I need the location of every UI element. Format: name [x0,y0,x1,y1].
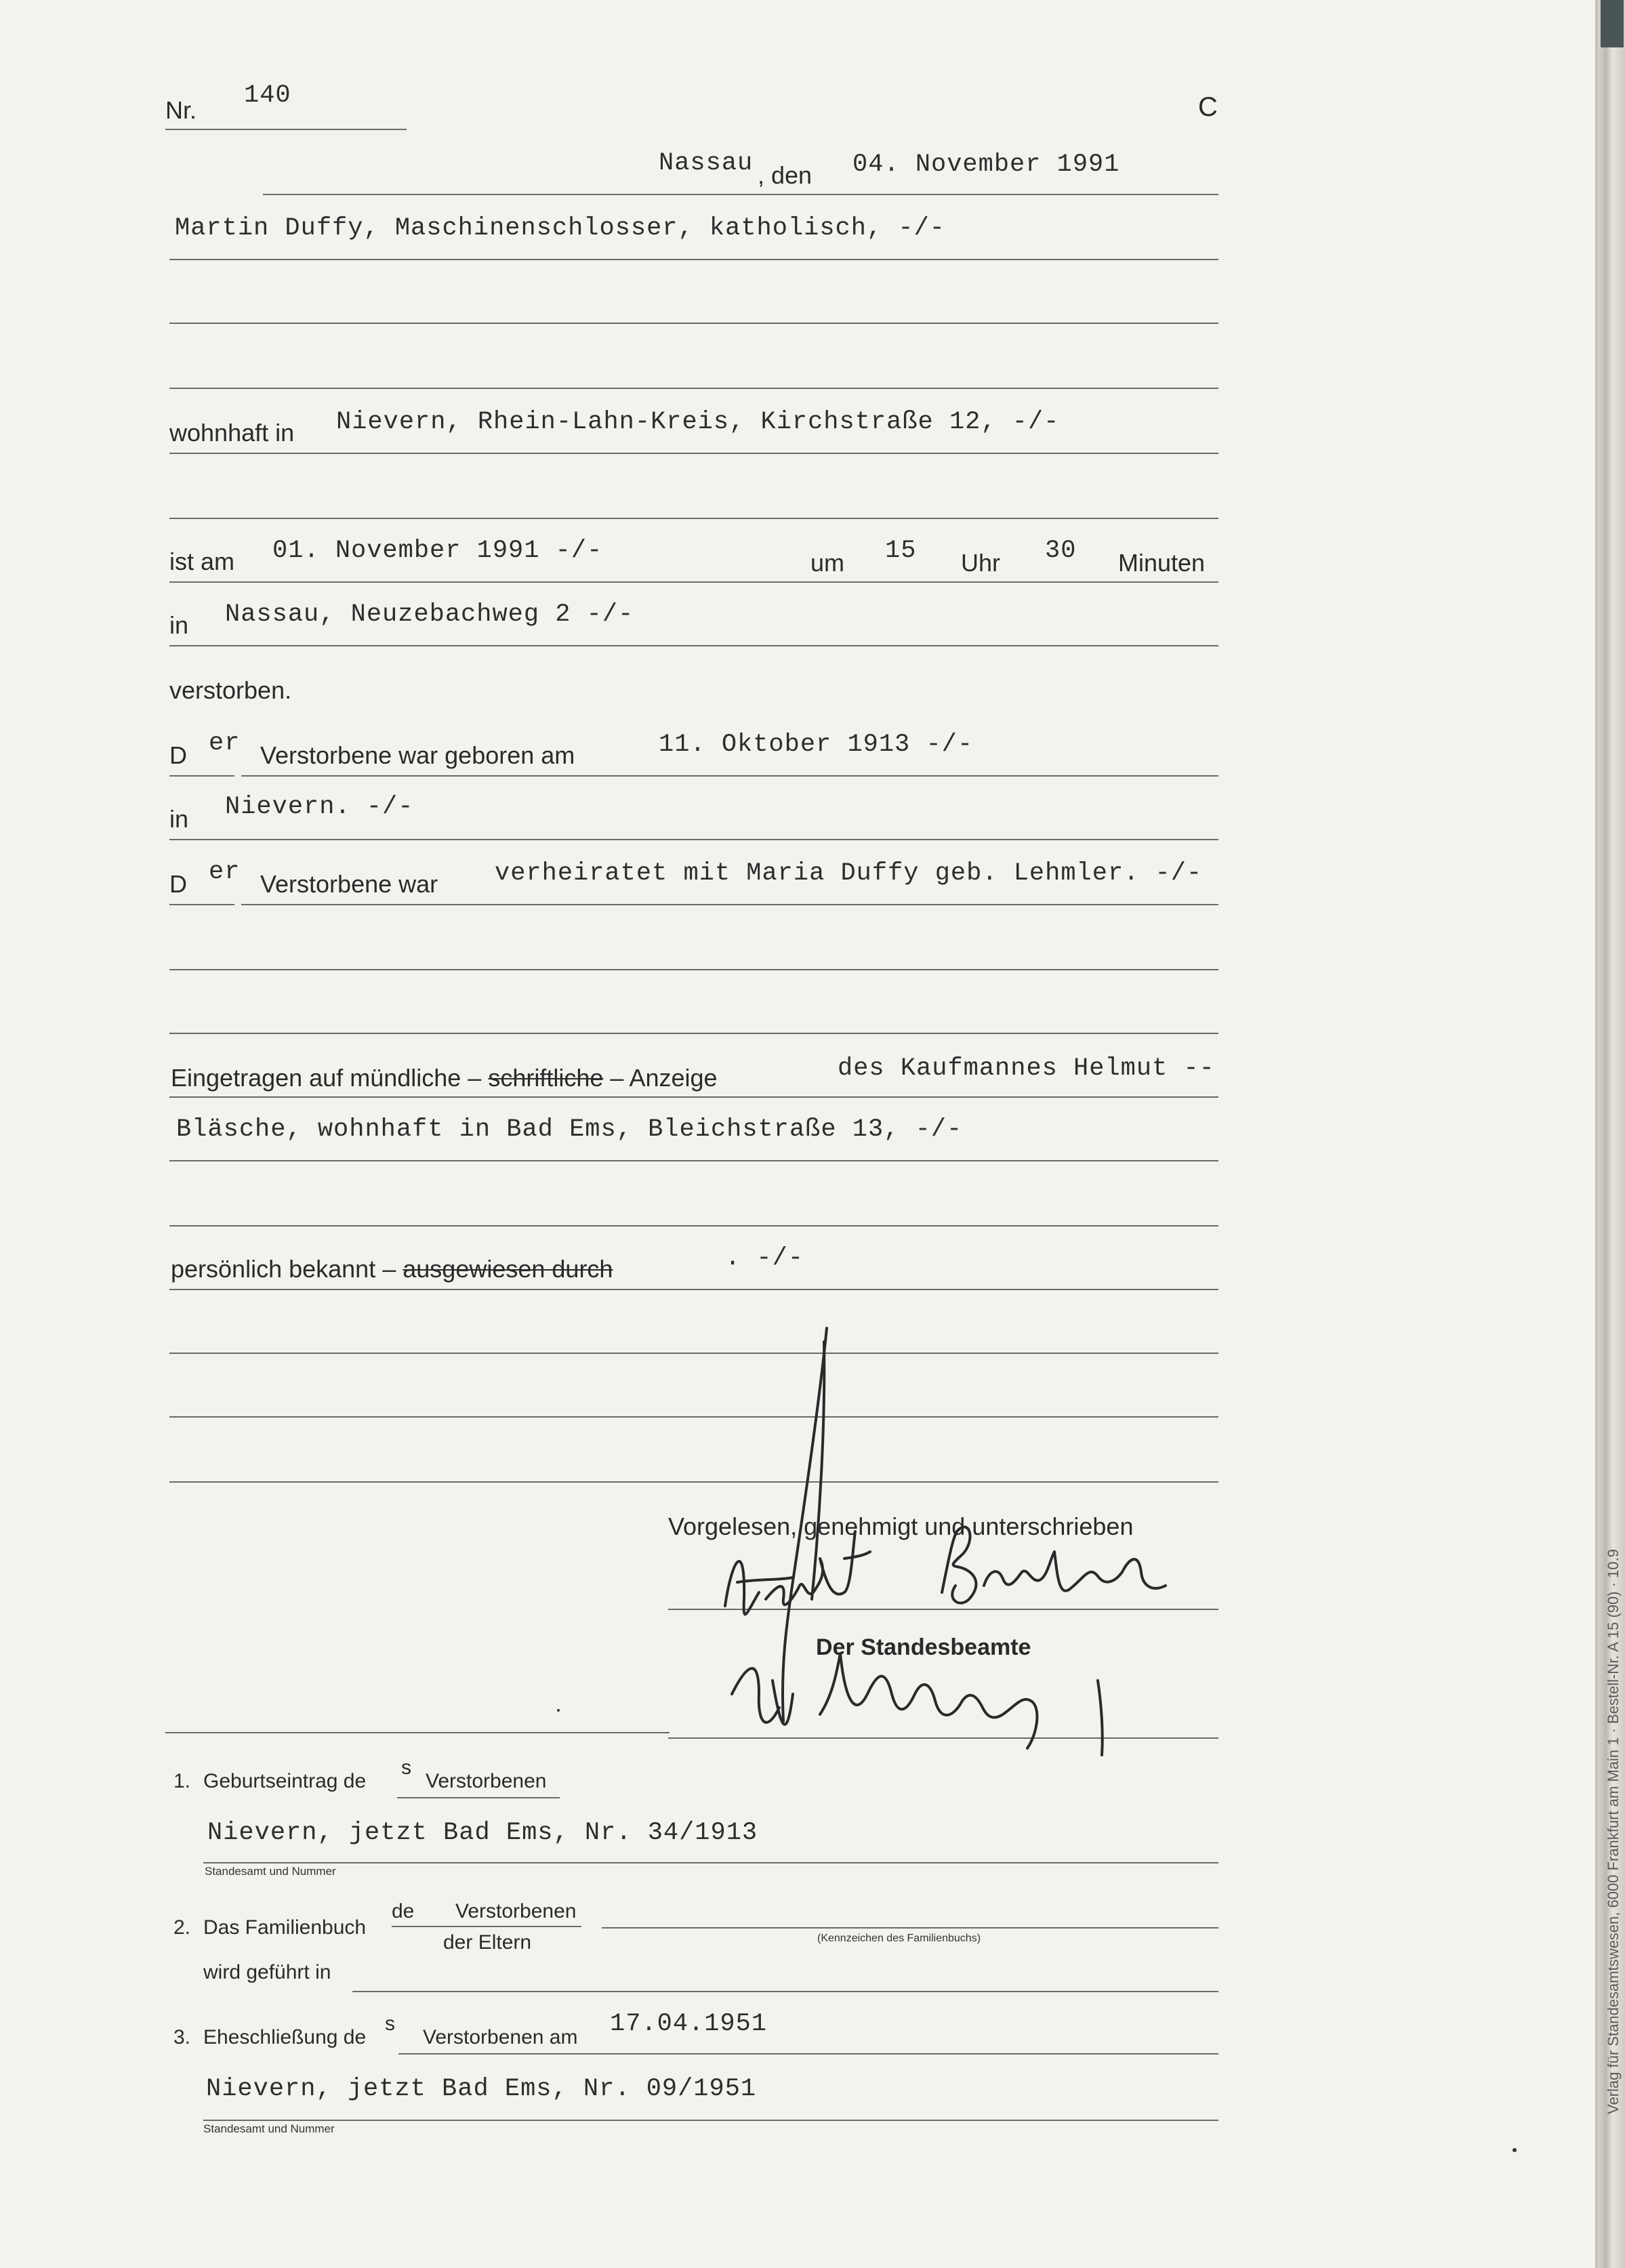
nr-underline [165,129,407,130]
signature-strokes [718,1315,1206,1789]
item1-label-underline [397,1797,560,1798]
item3-date-underline [398,2053,1218,2055]
um-label: um [810,549,845,577]
item2-caption: (Kennzeichen des Familienbuchs) [817,1933,981,1944]
corner-letter: C [1198,92,1218,122]
verstorben-label: verstorben. [169,676,292,704]
death-in-label: in [169,611,189,639]
birth-label: Verstorbene war geboren am [260,741,575,769]
item1-value-underline [203,1862,1218,1863]
item1-num: 1. [173,1770,191,1792]
residence-underline [169,453,1218,454]
marital-d-underline [169,904,234,905]
marital-d-label: D [169,870,187,898]
residence-label: wohnhaft in [169,419,295,447]
item3-value: Nievern, jetzt Bad Ems, Nr. 09/1951 [206,2075,757,2103]
birth-in-label: in [169,805,189,833]
date-underline [263,194,1218,195]
minuten-label: Minuten [1118,549,1206,577]
blank-line [169,969,1218,970]
identity-label [171,1255,613,1283]
notification-label-struck: schriftliche [488,1064,604,1092]
death-place: Nassau, Neuzebachweg 2 -/- [225,600,634,629]
birth-er: er [209,729,241,758]
item2-num: 2. [173,1916,191,1939]
identity-label-a: persönlich bekannt – [171,1255,396,1283]
signature-flourish [783,1328,827,1721]
birth-date-underline [241,775,1218,777]
notification-underline-2 [169,1160,1218,1161]
birth-d-underline [169,775,234,777]
notification-label-a: Eingetragen auf mündliche – [171,1064,482,1092]
death-hour: 15 [885,537,917,565]
death-date-underline [169,581,1218,583]
item3-label: Eheschließung de [203,2026,367,2048]
bleed-through [1071,88,1206,108]
blank-line [169,1033,1218,1034]
marital-status: verheiratet mit Maria Duffy geb. Lehmler. -/- [495,859,1203,888]
binding-corner [1601,0,1624,47]
marital-er: er [209,858,241,886]
publisher-imprint [1601,1274,1621,2114]
item1-label: Geburtseintrag de [203,1770,367,1792]
marital-underline [241,904,1218,905]
item2-place-underline [352,1991,1218,1992]
item2-label: Das Familienbuch [203,1916,367,1939]
date-value: 04. November 1991 [852,150,1120,179]
identity-underline [169,1289,1218,1290]
item2-option-divider [392,1926,581,1927]
item2-value-underline [602,1927,1218,1929]
item2-opt2: der Eltern [443,1931,532,1954]
notification-line2: Bläsche, wohnhaft in Bad Ems, Bleichstraße 13, -/- [176,1115,963,1144]
blank-line [169,1225,1218,1226]
nr-value: 140 [244,81,291,110]
signature-blaesche [942,1527,976,1603]
name-line: Martin Duffy, Maschinenschlosser, katholisch, -/- [175,214,945,243]
ink-dot [1513,2148,1517,2152]
place-value: Nassau [659,149,754,178]
notification-label [171,1064,718,1092]
signature-caption: Vorgelesen, genehmigt und unterschrieben [668,1512,1134,1540]
item2-label-b: wird geführt in [203,1961,331,1983]
identity-label-struck: ausgewiesen durch [403,1255,613,1283]
den-label: , den [758,161,812,189]
item3-label-b: Verstorbenen am [423,2026,578,2048]
item1-sup: s [401,1756,411,1779]
official-label: Der Standesbeamte [816,1634,1031,1660]
notification-label-b: – Anzeige [610,1064,718,1092]
death-date: 01. November 1991 -/- [272,537,603,565]
footer-divider [165,1732,670,1733]
birth-place: Nievern. -/- [225,793,414,821]
item1-caption: Standesamt und Nummer [205,1865,336,1878]
blank-line [169,323,1218,324]
item2-de: de [392,1900,415,1922]
ist-am-label: ist am [169,548,235,575]
nr-label: Nr. [165,96,197,124]
residence-value: Nievern, Rhein-Lahn-Kreis, Kirchstraße 12, -/- [336,408,1060,436]
item3-caption: Standesamt und Nummer [203,2122,335,2135]
ink-dot [557,1709,560,1712]
item3-sup: s [385,2013,395,2035]
death-minutes: 30 [1045,537,1077,565]
item1-value: Nievern, jetzt Bad Ems, Nr. 34/1913 [207,1819,758,1847]
notification-line1: des Kaufmannes Helmut -- [838,1054,1215,1083]
blank-line [169,388,1218,389]
birth-date: 11. Oktober 1913 -/- [659,730,974,759]
name-underline [169,259,1218,260]
birth-place-underline [169,839,1218,840]
item3-value-underline [203,2120,1218,2121]
publisher-imprint-text: Verlag für Standesamtswesen, 6000 Frankfurt am Main 1 · Bestell-Nr. A 15 (90) · 10.9 [1605,1549,1622,2114]
death-place-underline [169,645,1218,646]
birth-d-label: D [169,741,187,769]
notification-underline [169,1096,1218,1098]
item3-num: 3. [173,2026,191,2048]
identity-value: . -/- [725,1244,804,1273]
item2-opt1: Verstorbenen [455,1900,577,1922]
blank-line [169,518,1218,519]
uhr-label: Uhr [961,549,1001,577]
item3-date: 17.04.1951 [610,2010,768,2038]
marital-label: Verstorbene war [260,870,438,898]
item1-label-b: Verstorbenen [426,1770,547,1792]
